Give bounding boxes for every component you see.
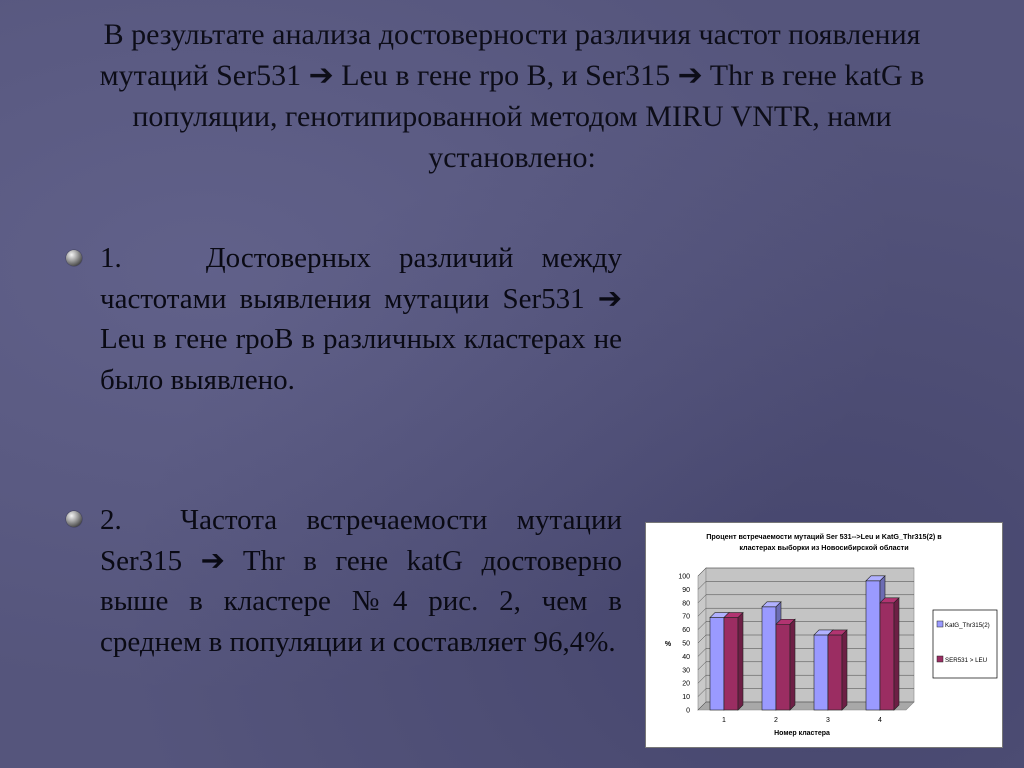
legend-swatch — [937, 621, 943, 627]
legend-box — [933, 610, 997, 678]
chart-svg — [646, 523, 1002, 747]
legend-swatch — [937, 656, 943, 662]
y-tick-label: 0 — [686, 707, 690, 715]
bar-side — [842, 630, 847, 710]
bar — [828, 635, 842, 710]
y-tick-label: 100 — [678, 573, 690, 581]
chart-title: кластерах выборки из Новосибирской области — [739, 543, 909, 552]
x-tick-label: 3 — [826, 717, 830, 724]
x-tick-label: 2 — [774, 717, 778, 724]
bar — [710, 618, 724, 710]
bullet-icon — [66, 511, 82, 527]
y-tick-label: 10 — [682, 694, 690, 702]
y-tick-label: 80 — [682, 600, 690, 608]
bar — [880, 603, 894, 710]
y-tick-label: 70 — [682, 613, 690, 621]
x-tick-label: 1 — [722, 717, 726, 724]
y-tick-label: 50 — [682, 640, 690, 648]
legend-label: SER531 > LEU — [945, 657, 988, 664]
y-tick-label: 20 — [682, 680, 690, 688]
bar — [814, 635, 828, 710]
bar — [724, 618, 738, 710]
x-axis-label: Номер кластера — [774, 730, 830, 737]
bar-side — [790, 619, 795, 710]
bullet-icon — [66, 250, 82, 266]
legend-label: KatG_Thr315(2) — [945, 622, 990, 629]
bar-chart — [645, 522, 1003, 748]
bar-side — [894, 598, 899, 710]
slide-title: В результате анализа достоверности различия частот появления мутаций Ser531 ➔ Leu в гене rpo B, и Ser315 ➔ Thr в гене katG в популяции, генотипированной методом MIRU VNTR, нами установлено: — [99, 18, 925, 174]
bar — [762, 607, 776, 710]
bar-side — [738, 613, 743, 710]
chart-title: Процент встречаемости мутаций Ser 531-->Leu и KatG_Thr315(2) в — [706, 532, 942, 541]
bullet-text-2: 2. Частота встречаемости мутации Ser315 ➔ Thr в гене katG достоверно выше в кластере №4 рис. 2, чем в среднем в популяции и составляет 96,4%. — [100, 504, 622, 658]
y-axis-label: % — [664, 641, 672, 648]
bullet-text-1: 1. Достоверных различий между частотами выявления мутации Ser531 ➔ Leu в гене rpoB в различных кластерах не было выявлено. — [100, 242, 622, 396]
bar — [866, 581, 880, 710]
bar — [776, 624, 790, 710]
y-tick-label: 30 — [682, 667, 690, 675]
x-tick-label: 4 — [878, 717, 882, 724]
y-tick-label: 60 — [682, 627, 690, 635]
y-tick-label: 90 — [682, 586, 690, 594]
y-tick-label: 40 — [682, 653, 690, 661]
